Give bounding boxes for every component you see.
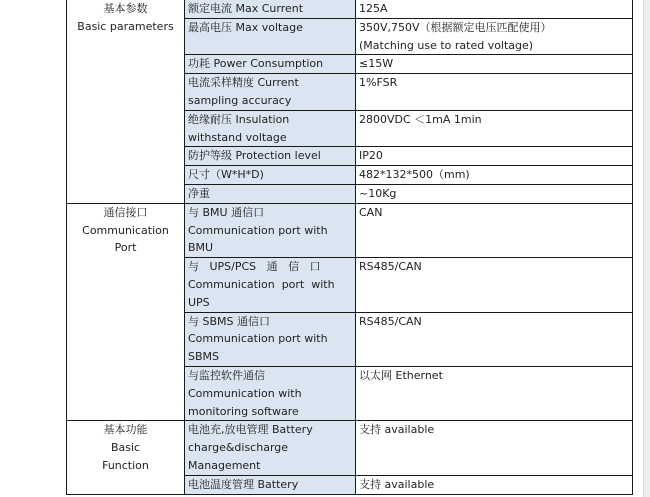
value-text: RS485/CAN [359,260,422,274]
page-edge-shadow [643,0,650,497]
value-cell [356,366,633,420]
value-text: (Matching use to rated voltage) [359,38,534,52]
value-cell [356,184,633,203]
category-label: Basic parameters [77,19,174,33]
value-cell [356,147,633,166]
param-label: Management [188,458,261,472]
category-label: 基本参数 [103,2,148,15]
value-cell [356,110,633,147]
param-cell [185,110,356,147]
value-cell [356,421,633,475]
value-text: RS485/CAN [359,314,422,328]
param-label: 额定电流 Max Current [188,2,304,15]
value-text: 2800VDC ＜1mA 1min [359,112,482,126]
param-label: Communication port with [188,332,328,346]
table-row [67,203,633,257]
param-cell [185,203,356,257]
param-label: 绝缘耐压 Insulation [188,112,290,126]
value-text: 350V,750V（根据额定电压匹配使用） [359,20,552,34]
param-label: SBMS [188,350,220,364]
value-cell [356,0,633,18]
category-label: Communication [82,223,169,237]
category-cell-basic-parameters [67,0,185,203]
spec-table-body [67,0,633,494]
param-label: 与 BMU 通信口 [188,205,265,219]
param-cell [185,366,356,420]
param-label: withstand voltage [188,130,287,144]
param-label: 与 UPS/PCS 通 信 口 [188,260,321,274]
category-label: 基本功能 [103,423,148,437]
value-text: 支持 available [359,477,435,491]
value-text: ~10Kg [359,186,397,200]
param-label: 功耗 Power Consumption [188,57,324,71]
param-cell [185,258,356,312]
param-label: Communication with [188,386,302,400]
table-row [67,0,633,18]
table-row [67,421,633,475]
value-cell [356,312,633,366]
param-label: Communication port with [188,223,328,237]
param-label: 电池温度管理 Battery [188,477,299,491]
param-label: Communication port with [188,277,335,291]
param-label: sampling accuracy [188,93,292,107]
category-label: Port [114,241,137,255]
value-text: 482*132*500（mm) [359,168,470,182]
param-cell [185,55,356,74]
value-text: ≤15W [359,57,394,71]
category-label: Function [102,458,149,472]
param-cell [185,147,356,166]
param-label: UPS [188,295,210,309]
value-text: IP20 [359,149,383,163]
param-cell [185,18,356,55]
value-text: 以太网 Ethernet [359,368,443,382]
param-cell [185,0,356,18]
param-label: 与 SBMS 通信口 [188,314,270,328]
param-cell [185,184,356,203]
param-label: monitoring software [188,404,299,418]
param-cell [185,475,356,494]
category-label: 通信接口 [103,205,148,219]
param-label: 净重 [188,186,210,200]
param-cell [185,312,356,366]
value-cell [356,166,633,185]
value-cell [356,55,633,74]
value-text: 1%FSR [359,76,398,90]
value-text: 支持 available [359,423,435,437]
param-cell [185,74,356,111]
value-cell [356,203,633,257]
category-cell-basic-function [67,421,185,494]
param-label: 最高电压 Max voltage [188,20,303,34]
value-cell [356,475,633,494]
param-label: 尺寸（W*H*D) [188,168,264,182]
param-label: charge&discharge [188,441,289,455]
param-label: BMU [188,241,214,255]
param-label: 防护等级 Protection level [188,149,321,163]
category-label: Basic [110,441,141,455]
value-text: CAN [359,205,383,219]
param-label: 与监控软件通信 [188,368,265,382]
value-cell [356,18,633,55]
param-cell [185,421,356,475]
value-cell [356,74,633,111]
value-cell [356,258,633,312]
value-text: 125A [359,2,388,15]
category-cell-communication-port [67,203,185,421]
param-label: 电流采样精度 Current [188,76,299,90]
param-label: 电池充,放电管理 Battery [188,423,313,437]
param-cell [185,166,356,185]
spec-table [66,0,633,495]
